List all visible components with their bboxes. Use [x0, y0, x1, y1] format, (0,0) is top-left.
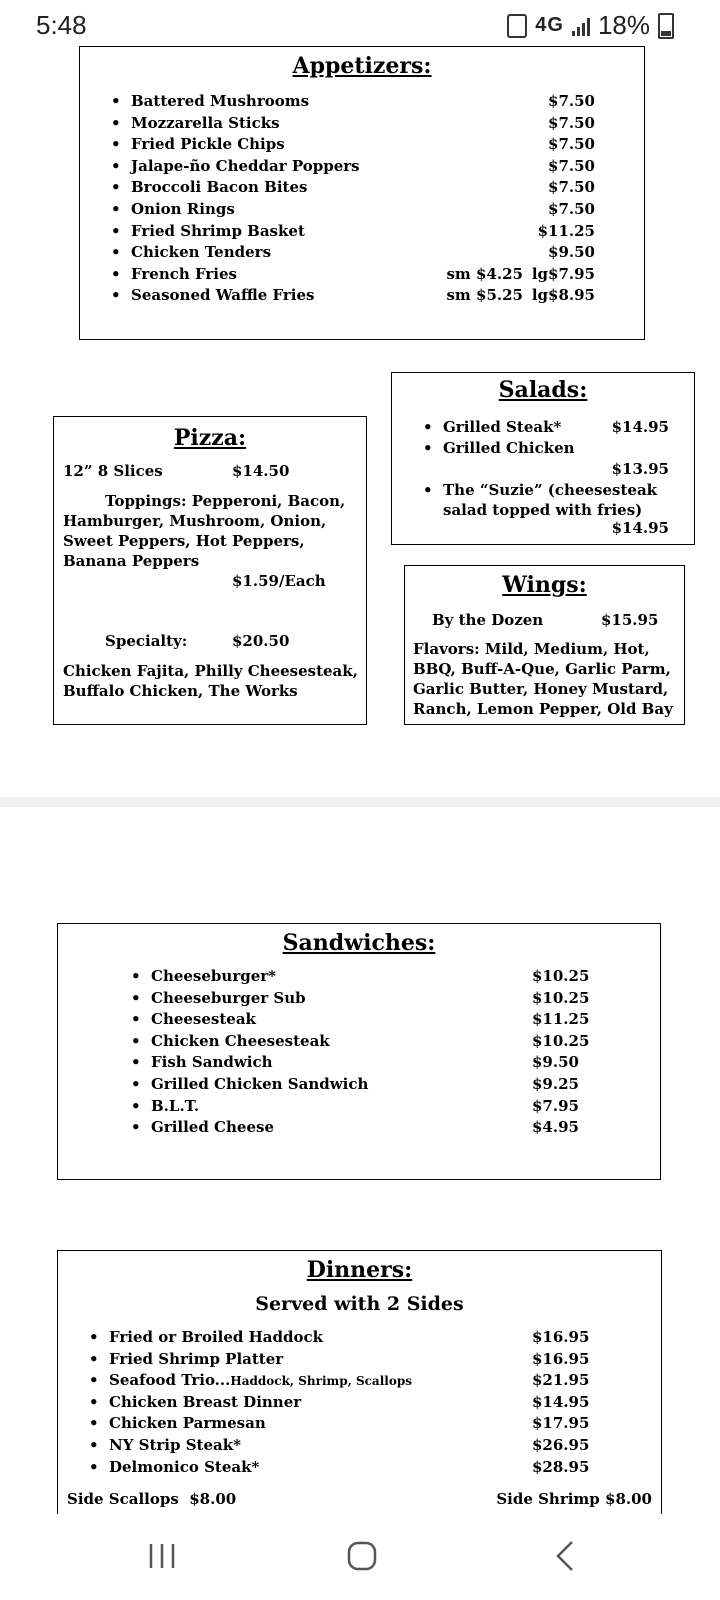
- pizza-size-row: 12” 8 Slices $14.50: [63, 462, 290, 480]
- signal-icon: [572, 16, 590, 36]
- wings-title: Wings:: [502, 572, 587, 598]
- navigation-bar: [0, 1514, 720, 1600]
- pizza-toppings-price: $1.59/Each: [232, 572, 326, 590]
- appetizers-panel: [79, 46, 645, 340]
- list-item: • Cheeseburger* $10.25: [151, 966, 588, 988]
- data-saver-icon: [507, 14, 527, 38]
- page-divider: [0, 797, 720, 807]
- pizza-specialty-list: Chicken Fajita, Philly Cheesesteak, Buffalo Chicken, The Works: [63, 662, 358, 700]
- list-item: • Chicken Cheesesteak $10.25: [151, 1031, 588, 1053]
- status-time: 5:48: [36, 10, 87, 40]
- list-item: • Grilled Steak* $14.95: [423, 418, 669, 436]
- list-item: • Grilled Chicken Sandwich $9.25: [151, 1074, 588, 1096]
- list-item: • The “Suzie” (cheesesteak salad topped with fries) $14.95: [423, 481, 669, 537]
- home-icon: [332, 1534, 392, 1578]
- dinners-panel: [57, 1250, 662, 1515]
- pizza-specialty-row: Specialty: $20.50: [105, 632, 290, 650]
- side-scallops: Side Scallops $8.00: [67, 1490, 237, 1508]
- wings-panel: [404, 565, 685, 725]
- dinners-title: Dinners:: [306, 1257, 413, 1283]
- list-item: • Jalape-ño Cheddar Poppers $7.50: [131, 156, 595, 178]
- dinners-subtitle: Served with 2 Sides: [255, 1293, 464, 1315]
- list-item: • Cheesesteak $11.25: [151, 1009, 588, 1031]
- list-item: • Fish Sandwich $9.50: [151, 1052, 588, 1074]
- status-icons: [507, 10, 674, 41]
- list-item: • Chicken Tenders $9.50: [131, 242, 595, 264]
- list-item: • Cheeseburger Sub $10.25: [151, 988, 588, 1010]
- list-item: • Fried Pickle Chips $7.50: [131, 134, 595, 156]
- list-item: • Onion Rings $7.50: [131, 199, 595, 221]
- salads-list: [423, 417, 669, 538]
- list-item: • NY Strip Steak* $26.95: [109, 1435, 589, 1457]
- list-item: • Fried Shrimp Basket $11.25: [131, 221, 595, 243]
- list-item: • Chicken Parmesan $17.95: [109, 1413, 589, 1435]
- wings-dozen-row: By the Dozen $15.95: [432, 611, 659, 629]
- recent-apps-icon: [132, 1534, 192, 1578]
- back-icon: [534, 1534, 594, 1578]
- list-item: • B.L.T. $7.95: [151, 1096, 588, 1118]
- pizza-toppings: Toppings: Pepperoni, Bacon, Hamburger, Mushroom, Onion, Sweet Peppers, Hot Peppers, Banana Peppers: [63, 492, 346, 570]
- list-item: • Seafood Trio...Haddock, Shrimp, Scallops $21.95: [109, 1370, 589, 1392]
- list-item: • Broccoli Bacon Bites $7.50: [131, 177, 595, 199]
- wings-flavors: Flavors: Mild, Medium, Hot, BBQ, Buff-A-Que, Garlic Parm, Garlic Butter, Honey Mustard, Ranch, Lemon Pepper, Old Bay: [413, 640, 673, 718]
- list-item: • French Fries sm $4.25 lg$7.95: [131, 264, 595, 286]
- list-item: • Mozzarella Sticks $7.50: [131, 113, 595, 135]
- battery-percent: 18%: [597, 10, 650, 40]
- dinners-list: [109, 1327, 589, 1478]
- pizza-panel: [53, 416, 367, 725]
- sandwiches-panel: [57, 923, 661, 1180]
- home-button[interactable]: [332, 1534, 392, 1578]
- battery-icon: [658, 13, 674, 39]
- list-item: • Battered Mushrooms $7.50: [131, 91, 595, 113]
- network-type: 4G: [535, 14, 564, 36]
- sandwiches-list: [151, 966, 588, 1139]
- salads-title: Salads:: [498, 377, 588, 403]
- list-item: • Chicken Breast Dinner $14.95: [109, 1392, 589, 1414]
- salads-panel: [391, 372, 695, 545]
- list-item: • Grilled Cheese $4.95: [151, 1117, 588, 1139]
- side-shrimp: Side Shrimp $8.00: [496, 1490, 652, 1508]
- list-item: • Fried or Broiled Haddock $16.95: [109, 1327, 589, 1349]
- list-item: • Fried Shrimp Platter $16.95: [109, 1349, 589, 1371]
- list-item: • Seasoned Waffle Fries sm $5.25 lg$8.95: [131, 285, 595, 307]
- appetizers-title: Appetizers:: [292, 53, 432, 79]
- recent-apps-button[interactable]: [132, 1534, 192, 1578]
- list-item: • Grilled Chicken $13.95: [423, 439, 669, 478]
- back-button[interactable]: [534, 1534, 594, 1578]
- list-item: • Delmonico Steak* $28.95: [109, 1457, 589, 1479]
- pizza-title: Pizza:: [173, 425, 247, 451]
- sandwiches-title: Sandwiches:: [282, 930, 436, 956]
- appetizers-list: [131, 91, 595, 307]
